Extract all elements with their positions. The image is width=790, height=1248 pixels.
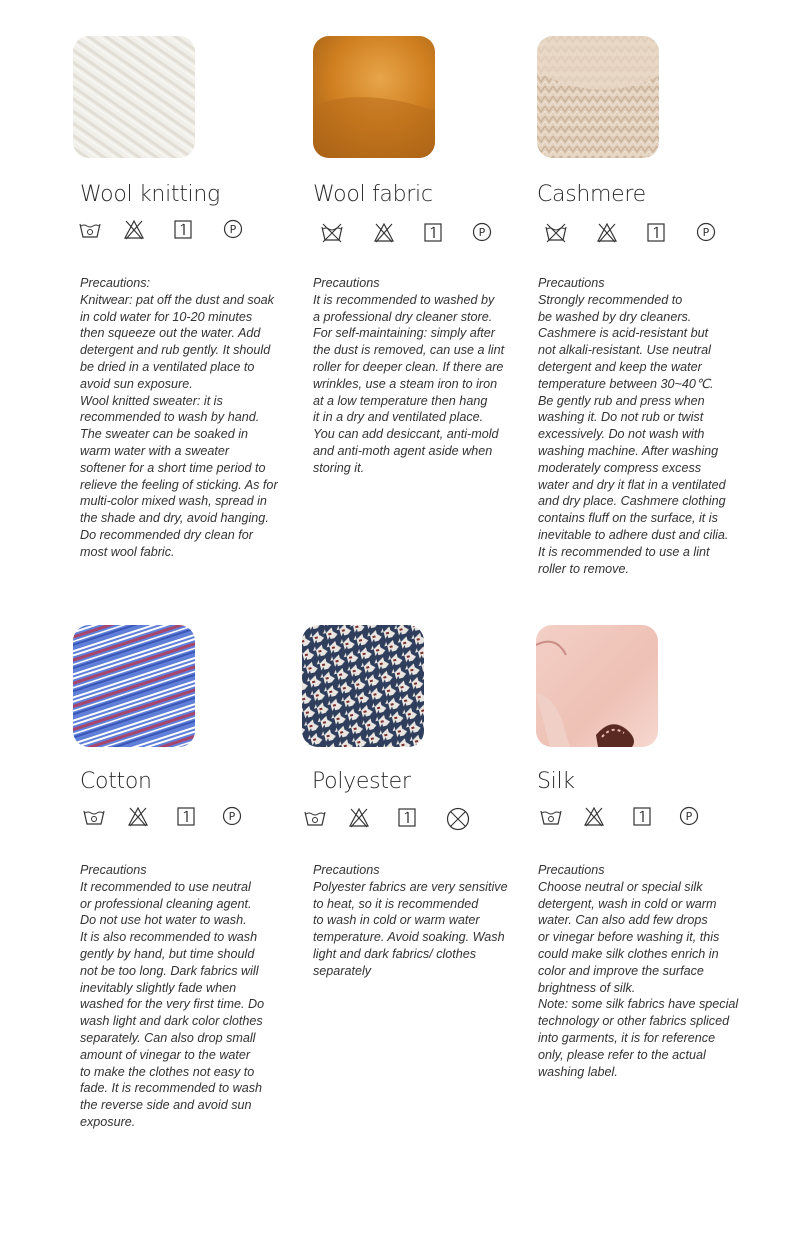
dry-flat-icon <box>644 221 668 245</box>
care-icons <box>82 805 272 829</box>
precautions-body: Strongly recommended to be washed by dry cleaners. Cashmere is acid-resistant but not alkali-resistant. Use neutral detergent and keep the water temperature between 30~40℃. Be gently rub and press when washing it. Do not rub or twist excessively. Do not wash with washing machine. After washing moderately compress excess water and dry it flat in a ventilated and dry place. Cashmere clothing contains fluff on the surface, it is inevitable to adhere dust and cilia. It is recommended to use a lint roller to remove. <box>538 292 729 576</box>
precautions-body: Polyester fabrics are very sensitive to heat, so it is recommended to wash in cold or warm water temperature. Avoid soaking. Wash light and dark fabrics/ clothes separately <box>313 879 508 978</box>
fabric-title: Wool knitting <box>80 182 220 207</box>
no-bleach-icon <box>372 221 396 245</box>
precautions-text <box>538 862 746 1080</box>
svg-text:P: P <box>685 810 693 823</box>
precautions-heading: Precautions: <box>80 276 151 290</box>
no-bleach-icon <box>347 806 371 830</box>
precautions-text <box>538 275 746 577</box>
dry-clean-p-icon <box>220 805 244 829</box>
fabric-title: Cotton <box>80 769 152 794</box>
precautions-body: It recommended to use neutral or professional cleaning agent. Do not use hot water to wash. It is also recommended to wash gently by hand, but time should not be too long. Dark fabrics will inevitably slightly fade when washed for the very first time. Do wash light and dark color clothes separately. Can also drop small amount of vinegar to the water to make the clothes not easy to fade. It is recommended to wash the reverse side and avoid sun exposure. <box>80 879 265 1129</box>
care-icons <box>303 806 493 830</box>
wash-tub-icon <box>539 805 563 829</box>
precautions-text <box>80 862 288 1131</box>
precautions-text <box>313 275 521 477</box>
dry-flat-icon <box>171 218 195 242</box>
dry-flat-icon <box>630 805 654 829</box>
dry-flat-icon <box>395 806 419 830</box>
care-icons <box>539 805 729 829</box>
fabric-title: Cashmere <box>537 182 646 207</box>
dry-flat-icon <box>421 221 445 245</box>
no-bleach-icon <box>595 221 619 245</box>
precautions-body: Knitwear: pat off the dust and soak in cold water for 10-20 minutes then squeeze out the water. Add detergent and rub gently. It should be dried in a ventilated place to avoid sun exposure. Wool knitted sweater: it is recommended to wash by hand. The sweater can be soaked in warm water with a sweater softener for a short time period to relieve the feeling of sticking. As for multi-color mixed wash, spread in the shade and dry, avoid hanging. Do recommended dry clean for most wool fabric. <box>80 292 278 559</box>
fabric-title: Wool fabric <box>313 182 433 207</box>
svg-text:P: P <box>228 810 236 823</box>
fabric-swatch-wool-fabric <box>313 36 435 158</box>
precautions-heading: Precautions <box>538 276 605 290</box>
care-icons <box>320 221 510 245</box>
wash-tub-icon <box>78 218 102 242</box>
fabric-swatch-cotton <box>73 625 195 747</box>
precautions-heading: Precautions <box>313 863 380 877</box>
precautions-body: Choose neutral or special silk detergent, wash in cold or warm water. Can also add few drops or vinegar before washing it, this could make silk clothes enrich in color and improve the surface brightness of silk. Note: some silk fabrics have special technology or other fabrics spliced into garments, it is for reference only, please refer to the actual washing label. <box>538 879 739 1079</box>
fabric-swatch-polyester <box>302 625 424 747</box>
svg-text:P: P <box>229 223 237 236</box>
dry-clean-p-icon <box>677 805 701 829</box>
dry-clean-p-icon <box>221 218 245 242</box>
no-dry-clean-icon <box>445 806 471 832</box>
no-bleach-icon <box>126 805 150 829</box>
fabric-title: Silk <box>537 769 575 794</box>
no-wash-icon <box>544 221 568 245</box>
svg-text:P: P <box>702 226 710 239</box>
fabric-title: Polyester <box>312 769 411 794</box>
fabric-swatch-wool-knitting <box>73 36 195 158</box>
precautions-text <box>80 275 288 561</box>
svg-text:P: P <box>478 226 486 239</box>
wash-tub-icon <box>303 806 327 830</box>
precautions-heading: Precautions <box>80 863 147 877</box>
dry-clean-p-icon <box>694 221 718 245</box>
precautions-heading: Precautions <box>313 276 380 290</box>
no-bleach-icon <box>122 218 146 242</box>
precautions-text <box>313 862 521 980</box>
precautions-heading: Precautions <box>538 863 605 877</box>
precautions-body: It is recommended to washed by a professional dry cleaner store. For self-maintaining: simply after the dust is removed, can use a lint roller for deeper clean. If there are wrinkles, use a steam iron to iron at a low temperature then hang it in a dry and ventilated place. You can add desiccant, anti-mold and anti-moth agent aside when storing it. <box>313 292 505 475</box>
fabric-swatch-cashmere <box>537 36 659 158</box>
no-wash-icon <box>320 221 344 245</box>
care-icons <box>544 221 734 245</box>
wash-tub-icon <box>82 805 106 829</box>
fabric-swatch-silk <box>536 625 658 747</box>
care-icons <box>78 218 268 242</box>
dry-clean-p-icon <box>470 221 494 245</box>
dry-flat-icon <box>174 805 198 829</box>
no-bleach-icon <box>582 805 606 829</box>
